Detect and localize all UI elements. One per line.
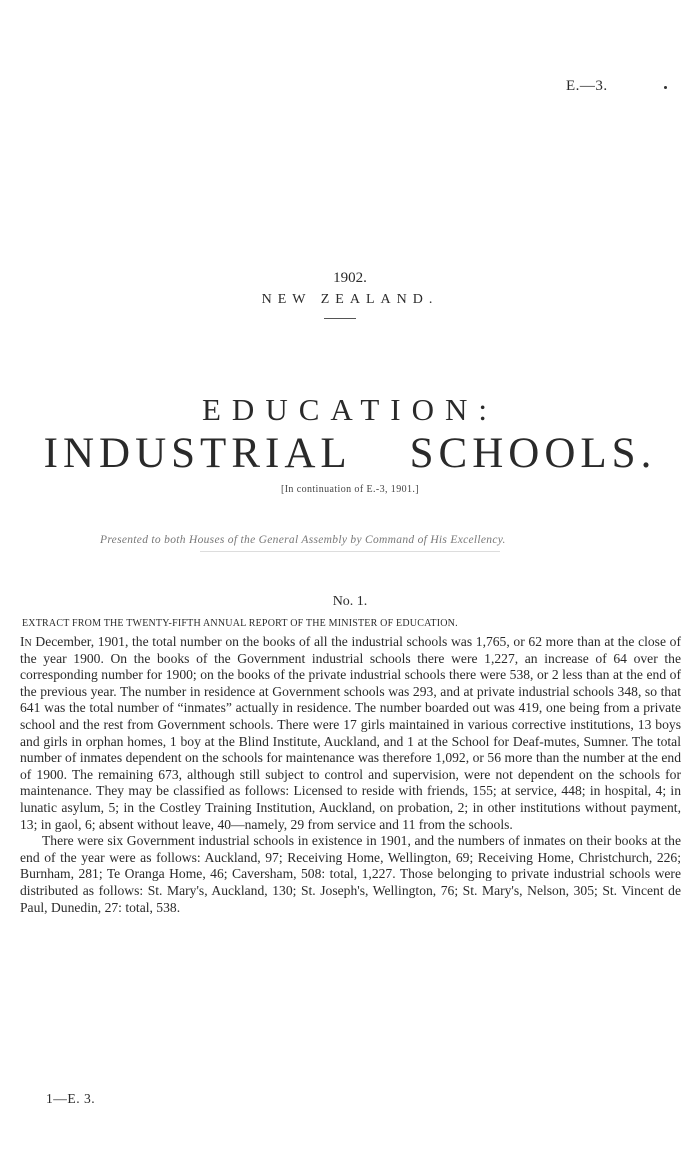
report-body: [20, 634, 681, 916]
presented-line: Presented to both Houses of the General Assembly by Command of His Excellency.: [100, 534, 506, 546]
document-reference: E.—3.: [566, 78, 608, 94]
title-divider: [324, 318, 356, 319]
presented-underline: [200, 551, 500, 552]
sub-heading-word-1: INDUSTRIAL: [43, 430, 352, 477]
continuation-note: [In continuation of E.-3, 1901.]: [280, 484, 420, 495]
section-number: No. 1.: [332, 594, 368, 609]
paragraph-1-text: December, 1901, the total number on the books of all the industrial schools was 1,765, or 62 more than at the close of the year 1900. On the books of the Government industrial schools there were 1,227, an increase of 64 over the corresponding number for 1900; on the books of the private industrial schools there were 538, or 2 less than at the end of the previous year. The number in residence at Government schools was 293, and at private industrial schools 348, so that 641 was the total number of “inmates” actually in residence. The number boarded out was 419, one being from a private school and the rest from Government schools. There were 17 girls maintained in various corrective institutions, 13 boys and girls in orphan homes, 1 boy at the Blind Institute, Auckland, and 1 at the School for Deaf-mutes, Sumner. The total number of inmates dependent on the schools for maintenance was therefore 1,092, or 56 more than the number at the end of 1900. The remaining 673, although still subject to control and supervision, were not dependent on the schools for maintenance. They may be classified as follows: Licensed to reside with friends, 155; at service, 448; in hospital, 4; in lunatic asylum, 5; in the Costley Training Institution, Auckland, on probation, 2; in other institutions without payment, 13; in gaol, 6; absent without leave, 40—namely, 29 from service and 11 from the schools.: [20, 634, 681, 832]
year: 1902.: [333, 270, 367, 286]
stray-mark: [664, 86, 667, 89]
country-name: NEW ZEALAND.: [261, 292, 439, 307]
extract-heading: EXTRACT FROM THE TWENTY-FIFTH ANNUAL REPORT OF THE MINISTER OF EDUCATION.: [22, 618, 458, 629]
paragraph-1: [20, 634, 681, 833]
sub-heading: [0, 431, 700, 477]
sub-heading-word-2: SCHOOLS.: [409, 430, 657, 477]
main-heading: EDUCATION:: [202, 392, 498, 427]
paragraph-2: There were six Government industrial schools in existence in 1901, and the numbers of inmates on their books at the end of the year were as follows: Auckland, 97; Receiving Home, Wellington, 69; Receiving Home, Christchurch, 226; Burnham, 281; Te Oranga Home, 46; Caversham, 508: total, 1,227. Those belonging to private industrial schools were distributed as follows: St. Mary's, Auckland, 130; St. Joseph's, Wellington, 76; St. Mary's, Nelson, 305; St. Vincent de Paul, Dunedin, 27: total, 538.: [20, 833, 681, 915]
page-signature: 1—E. 3.: [46, 1091, 96, 1106]
paragraph-1-lead: In: [20, 634, 32, 649]
